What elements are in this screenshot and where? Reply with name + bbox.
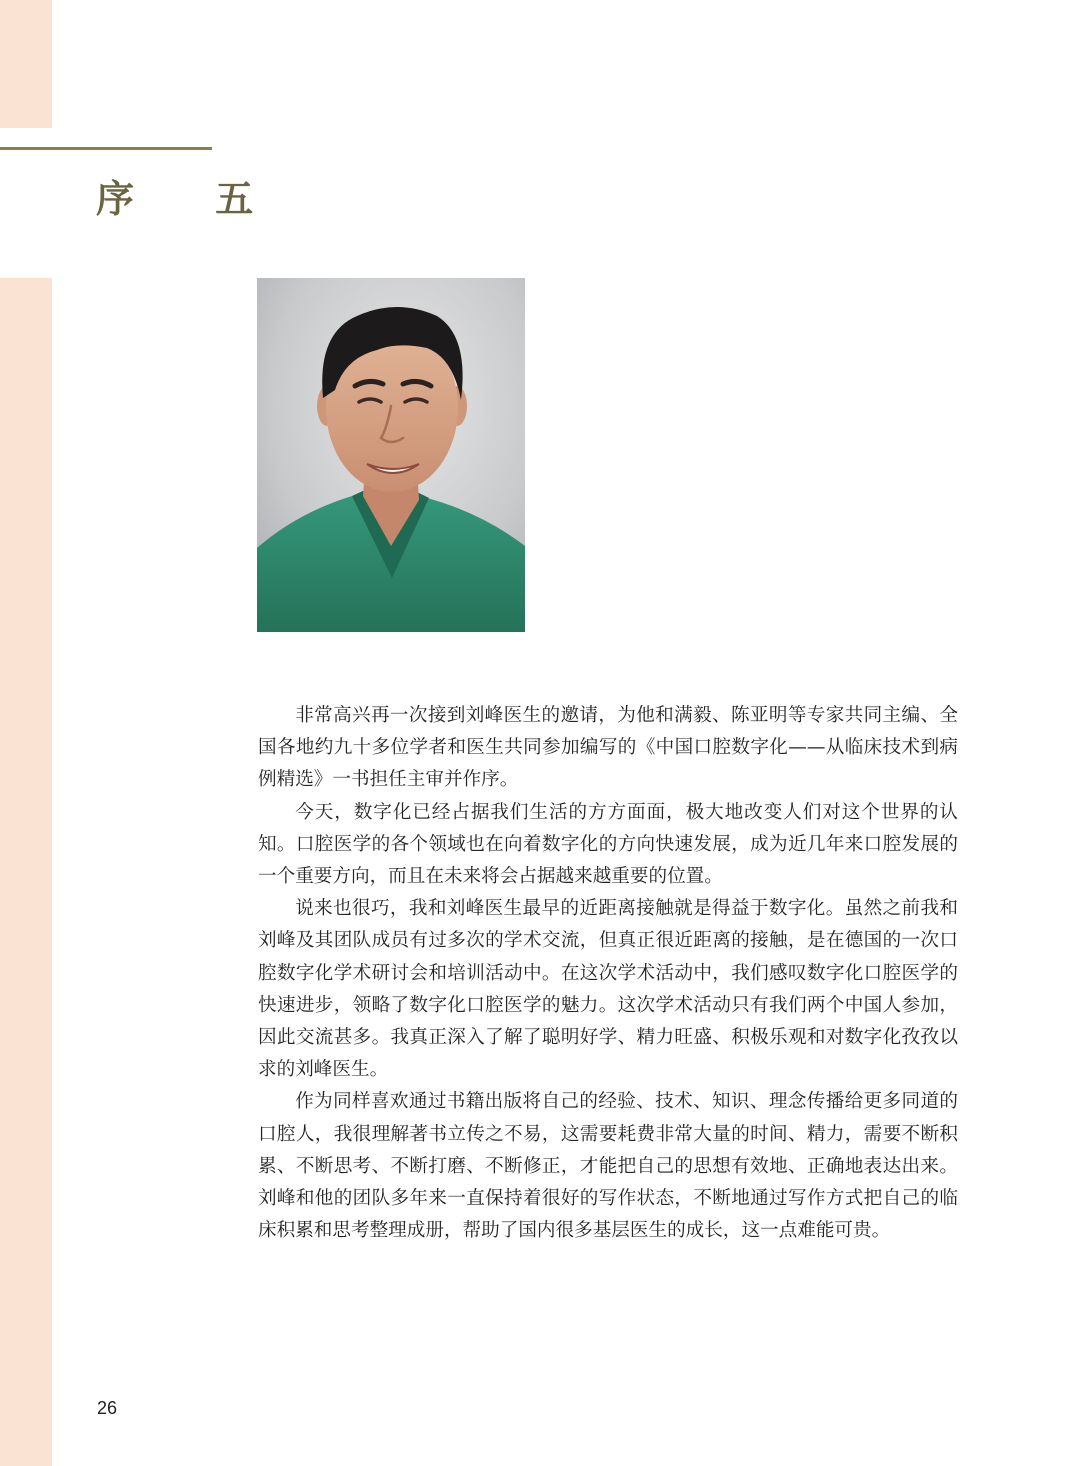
portrait-photo-icon [257, 278, 525, 632]
side-band-bottom [0, 278, 52, 1466]
paragraph-4: 作为同样喜欢通过书籍出版将自己的经验、技术、知识、理念传播给更多同道的口腔人，我很理解著书立传之不易，这需要耗费非常大量的时间、精力，需要不断积累、不断思考、不断打磨、不断修正，才能把自己的思想有效地、正确地表达出来。刘峰和他的团队多年来一直保持着很好的写作状态，不断地通过写作方式把自己的临床积累和思考整理成册，帮助了国内很多基层医生的成长，这一点难能可贵。 [258, 1091, 958, 1242]
page-number: 26 [97, 1398, 118, 1418]
paragraph-2: 今天，数字化已经占据我们生活的方方面面，极大地改变人们对这个世界的认知。口腔医学的各个领域也在向着数字化的方向快速发展，成为近几年来口腔发展的一个重要方向，而且在未来将会占据越来越重要的位置。 [258, 801, 958, 888]
title-rule [0, 147, 212, 150]
side-band-top [0, 0, 52, 128]
paragraph-3: 说来也很巧，我和刘峰医生最早的近距离接触就是得益于数字化。虽然之前我和刘峰及其团队成员有过多次的学术交流，但真正很近距离的接触，是在德国的一次口腔数字化学术研讨会和培训活动中。在这次学术活动中，我们感叹数字化口腔医学的快速进步，领略了数字化口腔医学的魅力。这次学术活动只有我们两个中国人参加，因此交流甚多。我真正深入了解了聪明好学、精力旺盛、积极乐观和对数字化孜孜以求的刘峰医生。 [258, 898, 958, 1081]
paragraph-1: 非常高兴再一次接到刘峰医生的邀请，为他和满毅、陈亚明等专家共同主编、全国各地约九十多位学者和医生共同参加编写的《中国口腔数字化——从临床技术到病例精选》一书担任主审并作序。 [258, 705, 958, 791]
chapter-title: 序 五 [96, 177, 288, 221]
preface-body [258, 700, 958, 1247]
portrait-photo [257, 278, 525, 632]
